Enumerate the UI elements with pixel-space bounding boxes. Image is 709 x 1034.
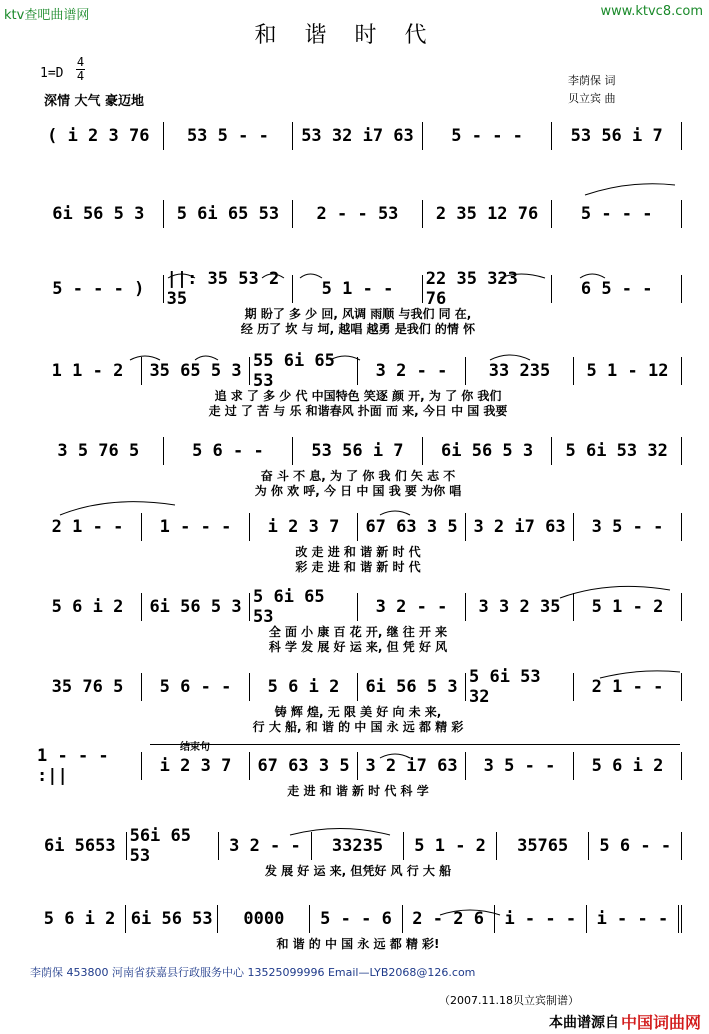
measure: 0000 [218, 905, 310, 933]
measure: 35765 [497, 832, 590, 860]
lyric-line: 为 你 欢 呼, 今 日 中 国 我 要 为你 唱 [254, 484, 462, 498]
score-row [34, 351, 682, 418]
coda-label: 结束句 [180, 742, 210, 753]
measure: 6i 56 5 3 [423, 437, 553, 465]
score-row [34, 122, 682, 152]
measure: 5 - - - ) [34, 275, 164, 303]
score-row [34, 587, 682, 654]
measure: 5 1 - 12 [574, 357, 682, 385]
lyric-line: 行 大 船, 和 谐 的 中 国 永 远 都 精 彩 [252, 720, 464, 734]
notes-line [34, 513, 682, 541]
measure: 3 2 i7 63 [358, 752, 466, 780]
measure: 3 5 76 5 [34, 437, 164, 465]
measure: 3 2 - - [358, 593, 466, 621]
measure: 5 - - - [423, 122, 553, 150]
lyric-line: 改 走 进 和 谐 新 时 代 [295, 545, 421, 559]
measure: ||: 35 53 2 35 [164, 275, 294, 303]
song-title: 和谐时代 [254, 23, 455, 48]
measure: 3 2 i7 63 [466, 513, 574, 541]
measure: 2 1 - - [574, 673, 682, 701]
measure: 5 - - - [552, 200, 682, 228]
measure: 3 2 - - [219, 832, 312, 860]
source-label: 本曲谱源自 [549, 1015, 619, 1031]
measure: 5 6 - - [142, 673, 250, 701]
notes-line [34, 269, 682, 309]
notes-line [34, 437, 682, 465]
measure: 2 - 2 6 [403, 905, 495, 933]
time-signature-bottom: 4 [76, 69, 85, 83]
measure: 53 32 i7 63 [293, 122, 423, 150]
measure: 5 6 i 2 [574, 752, 682, 780]
measure: 53 56 i 7 [293, 437, 423, 465]
score-row [34, 826, 682, 878]
lyric-line: 走 进 和 谐 新 时 代 科 学 [287, 784, 429, 798]
measure: i 2 3 7 [142, 752, 250, 780]
measure: 55 6i 65 53 [250, 357, 358, 385]
measure: 6 5 - - [552, 275, 682, 303]
measure: ( i 2 3 76 [34, 122, 164, 150]
composer-credit: 贝立宾 曲 [568, 92, 616, 105]
slur [585, 184, 675, 195]
measure: 5 6i 53 32 [466, 673, 574, 701]
notes-line [34, 905, 682, 933]
lyric-line: 期 盼了 多 少 回, 风调 雨顺 与我们 同 在, [244, 307, 472, 321]
measure: 5 6 i 2 [34, 593, 142, 621]
notes-line [34, 200, 682, 228]
measure: 33 235 [466, 357, 574, 385]
measure: 3 3 2 35 [466, 593, 574, 621]
measure: 5 - - 6 [310, 905, 402, 933]
measure: 2 - - 53 [293, 200, 423, 228]
score-row [34, 437, 682, 498]
measure: 5 6i 65 53 [164, 200, 294, 228]
score-row [34, 513, 682, 574]
measure: 1 - - - :|| [34, 752, 142, 780]
notes-line [34, 122, 682, 150]
measure: 6i 56 5 3 [34, 200, 164, 228]
measure: 1 - - - [142, 513, 250, 541]
contact-info: 李荫保 453800 河南省获嘉县行政服务中心 13525099996 Email—LYB2068@126.com [30, 966, 476, 979]
measure: 22 35 323 76 [423, 275, 553, 303]
notes-line [34, 826, 682, 866]
measure: 3 5 - - [574, 513, 682, 541]
measure: 33235 [312, 832, 405, 860]
measure: i - - - [587, 905, 682, 933]
key-signature: 1=D [40, 66, 64, 81]
lyric-line: 追 求 了 多 少 代 中国特色 笑逐 颜 开, 为 了 你 我们 [214, 389, 502, 403]
lyric-line: 铸 辉 煌, 无 限 美 好 向 未 来, [274, 705, 442, 719]
lyric-line: 走 过 了 苦 与 乐 和谐春风 扑面 而 来, 今日 中 国 我要 [208, 404, 508, 418]
measure: 67 63 3 5 [358, 513, 466, 541]
tempo-marking: 深情 大气 豪迈地 [44, 94, 145, 109]
score-row [34, 269, 682, 336]
measure: 53 56 i 7 [552, 122, 682, 150]
measure: 6i 5653 [34, 832, 127, 860]
notes-line [34, 351, 682, 391]
measure: 3 5 - - [466, 752, 574, 780]
source-brand: 中国词曲网 [620, 1013, 701, 1032]
score-row [34, 905, 682, 951]
transcription-date: （2007.11.18贝立宾制谱） [439, 994, 579, 1007]
lyric-line: 全 面 小 康 百 花 开, 继 往 开 来 [268, 625, 448, 639]
lyric-line: 发 展 好 运 来, 但凭好 风 行 大 船 [264, 864, 452, 878]
notes-line [34, 587, 682, 627]
lyric-line: 经 历了 坎 与 坷, 越唱 越勇 是我们 的情 怀 [240, 322, 476, 336]
notes-line [34, 667, 682, 707]
measure: 6i 56 5 3 [358, 673, 466, 701]
measure: 5 6 - - [164, 437, 294, 465]
site-watermark-right: www.ktvc8.com [600, 4, 703, 19]
measure: 5 6 i 2 [250, 673, 358, 701]
time-signature [76, 56, 85, 83]
lyricist-credit: 李荫保 词 [568, 74, 616, 87]
lyric-line: 彩 走 进 和 谐 新 时 代 [295, 560, 421, 574]
measure: 35 65 5 3 [142, 357, 250, 385]
lyric-line: 科 学 发 展 好 运 来, 但 凭 好 风 [268, 640, 448, 654]
score-row [34, 200, 682, 230]
measure: 35 76 5 [34, 673, 142, 701]
coda-bracket-line [150, 744, 680, 745]
time-signature-top: 4 [76, 55, 85, 69]
measure: 67 63 3 5 [250, 752, 358, 780]
measure: 5 1 - 2 [574, 593, 682, 621]
site-watermark-left: ktv查吧曲谱网 [4, 8, 90, 23]
measure: 56i 65 53 [127, 832, 220, 860]
measure: 5 6i 65 53 [250, 593, 358, 621]
measure: 1 1 - 2 [34, 357, 142, 385]
measure: 5 6 i 2 [34, 905, 126, 933]
measure: 2 1 - - [34, 513, 142, 541]
measure: 5 1 - 2 [404, 832, 497, 860]
measure: 5 6 - - [589, 832, 682, 860]
measure: 5 1 - - [293, 275, 423, 303]
measure: 5 6i 53 32 [552, 437, 682, 465]
score-row [34, 667, 682, 734]
measure: 53 5 - - [164, 122, 294, 150]
measure: 3 2 - - [358, 357, 466, 385]
lyric-line: 和 谐 的 中 国 永 远 都 精 彩! [276, 937, 440, 951]
measure: 6i 56 5 3 [142, 593, 250, 621]
measure: i - - - [495, 905, 587, 933]
measure: 6i 56 53 [126, 905, 218, 933]
measure: i 2 3 7 [250, 513, 358, 541]
measure: 2 35 12 76 [423, 200, 553, 228]
lyric-line: 奋 斗 不 息, 为 了 你 我 们 矢 志 不 [260, 469, 456, 483]
